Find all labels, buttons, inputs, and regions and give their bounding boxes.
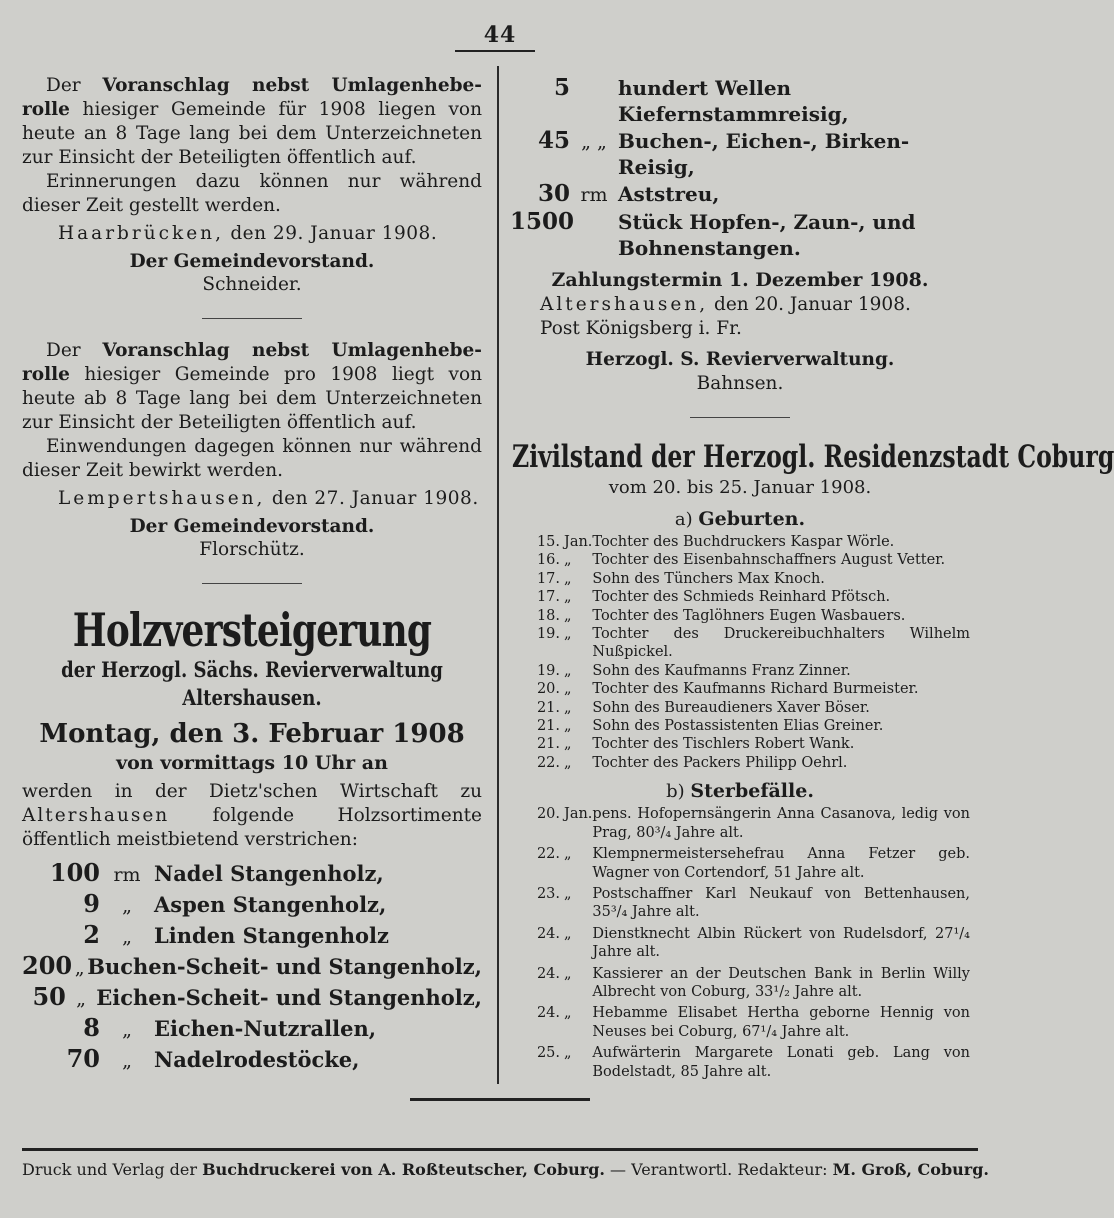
register-entry bbox=[510, 680, 970, 698]
entry-day: 18. bbox=[536, 607, 560, 624]
entry-month: Jan. bbox=[564, 534, 593, 550]
closing-rule bbox=[410, 1098, 590, 1101]
deaths-heading: b) Sterbefälle. bbox=[666, 780, 814, 803]
register-entry bbox=[510, 1004, 970, 1044]
entry-text: Tochter des Schmieds Reinhard Pfötsch. bbox=[592, 589, 891, 606]
entry-month: „ bbox=[564, 552, 572, 569]
civil-register-period: vom 20. bis 25. Januar 1908. bbox=[608, 477, 872, 498]
entry-day: 20. bbox=[536, 806, 560, 823]
entry-text: pens. Hofopernsängerin Anna Casanova, ledig von Prag, 80³/₄ Jahre alt. bbox=[592, 806, 970, 841]
divider bbox=[690, 417, 790, 418]
column-divider bbox=[497, 66, 499, 1084]
divider bbox=[202, 583, 302, 584]
register-entry bbox=[510, 925, 970, 965]
register-entry bbox=[510, 570, 970, 588]
lot-item: 1500 Stück Hopfen-, Zaun-, und Bohnenstangen. bbox=[510, 208, 916, 260]
lot-item: 5 hundert Wellen Kiefernstammreisig, bbox=[553, 74, 849, 126]
divider bbox=[202, 318, 302, 319]
page-number: 44 bbox=[483, 22, 517, 48]
auction-subtitle: der Herzogl. Sächs. Revierverwaltung Altershausen. bbox=[61, 657, 443, 710]
right-column bbox=[510, 74, 1114, 1084]
entry-month: „ bbox=[564, 885, 572, 902]
entry-day: 21. bbox=[536, 699, 560, 716]
entry-day: 17. bbox=[536, 589, 560, 606]
entry-day: 23. bbox=[536, 885, 560, 902]
lot-item: 30 rm Aststreu, bbox=[537, 180, 720, 207]
notice-signature: Bahnsen. bbox=[696, 373, 784, 394]
register-entry bbox=[510, 662, 970, 680]
deaths-table bbox=[510, 805, 970, 1084]
entry-day: 25. bbox=[536, 1045, 560, 1062]
notice-authority: Herzogl. S. Revierverwaltung. bbox=[585, 349, 895, 370]
register-entry bbox=[510, 625, 970, 662]
entry-day: 17. bbox=[536, 570, 560, 587]
register-entry bbox=[510, 588, 970, 606]
auction-title: Holzversteigerung bbox=[72, 603, 432, 657]
auction-date: Montag, den 3. Februar 1908 bbox=[39, 719, 465, 749]
entry-text: Tochter des Tischlers Robert Wank. bbox=[592, 736, 855, 753]
left-column bbox=[22, 74, 482, 1075]
register-entry bbox=[510, 607, 970, 625]
notice-place: Lempertshausen, den 27. Januar 1908. bbox=[58, 488, 479, 509]
entry-day: 19. bbox=[536, 662, 560, 679]
register-entry bbox=[510, 965, 970, 1005]
lot-item: 9 „ Aspen Stangenholz, bbox=[83, 889, 387, 918]
entry-month: „ bbox=[564, 846, 572, 863]
notice-keyword: Voranschlag nebst Umlagenhebe- bbox=[102, 75, 482, 96]
entry-text: Tochter des Taglöhners Eugen Wasbauers. bbox=[592, 607, 906, 624]
imprint-footer: Druck und Verlag der Buchdruckerei von A. Roßteutscher, Coburg. — Verantwortl. Redakteur: M. Groß, Coburg. bbox=[22, 1160, 989, 1179]
entry-month: „ bbox=[564, 925, 572, 942]
notice-place: Haarbrücken, den 29. Januar 1908. bbox=[58, 223, 438, 244]
lot-item: 8 „ Eichen-Nutzrallen, bbox=[83, 1013, 377, 1042]
footer-rule bbox=[22, 1148, 978, 1151]
entry-day: 16. bbox=[536, 552, 560, 569]
entry-day: 21. bbox=[536, 718, 560, 735]
entry-month: „ bbox=[564, 699, 572, 716]
lot-item: 45 „ „ Buchen-, Eichen-, Birken-Reisig, bbox=[537, 127, 910, 179]
auction-lot-list bbox=[22, 858, 482, 1075]
notice-text: Der Voranschlag nebst Umlagenhebe-rolle hiesiger Gemeinde für 1908 liegen von heute an 8 Tage lang bei dem Unterzeichneten zur Einsicht der Beteiligten öffentlich auf. bbox=[22, 75, 482, 168]
births-table bbox=[510, 533, 970, 772]
entry-text: Tochter des Kaufmanns Richard Burmeister. bbox=[592, 681, 919, 698]
lot-item: 100 rm Nadel Stangenholz, bbox=[49, 858, 384, 887]
entry-text: Klempnermeistersehefrau Anna Fetzer geb. Wagner von Cortendorf, 51 Jahre alt. bbox=[592, 846, 970, 881]
notice-text: Der Voranschlag nebst Umlagenhebe-rolle hiesiger Gemeinde pro 1908 liegt von heute ab 8 Tage lang bei dem Unterzeichneten zur Einsicht der Beteiligten öffentlich auf. bbox=[22, 340, 482, 433]
register-entry bbox=[510, 805, 970, 845]
entry-month: „ bbox=[564, 965, 572, 982]
entry-day: 20. bbox=[536, 681, 560, 698]
entry-month: „ bbox=[564, 736, 572, 753]
notice-signature: Florschütz. bbox=[199, 539, 305, 560]
entry-month: „ bbox=[564, 1045, 572, 1062]
notice-lempertshausen bbox=[22, 339, 482, 561]
lot-item: 2 „ Linden Stangenholz bbox=[83, 920, 389, 949]
lot-item: 200 „ Buchen-Scheit- und Stangenholz, bbox=[22, 951, 482, 980]
entry-text: Hebamme Elisabet Hertha geborne Hennig von Neuses bei Coburg, 67¹/₄ Jahre alt. bbox=[592, 1005, 970, 1040]
entry-text: Sohn des Tünchers Max Knoch. bbox=[592, 570, 825, 587]
entry-month: „ bbox=[564, 662, 572, 679]
notice-authority: Der Gemeindevorstand. bbox=[129, 516, 375, 537]
births-heading: a) Geburten. bbox=[674, 508, 806, 530]
entry-month: „ bbox=[564, 607, 572, 624]
entry-month: „ bbox=[564, 1005, 572, 1022]
lot-item: 50 „ Eichen-Scheit- und Stangenholz, bbox=[32, 982, 482, 1011]
entry-month: „ bbox=[564, 570, 572, 587]
entry-month: „ bbox=[564, 681, 572, 698]
entry-day: 22. bbox=[536, 846, 560, 863]
register-entry bbox=[510, 735, 970, 753]
register-entry bbox=[510, 845, 970, 885]
register-entry bbox=[510, 1044, 970, 1084]
register-entry bbox=[510, 885, 970, 925]
entry-day: 24. bbox=[536, 1005, 560, 1022]
notice-keyword: rolle bbox=[22, 99, 70, 120]
entry-text: Sohn des Kaufmanns Franz Zinner. bbox=[592, 662, 851, 679]
notice-post: Post Königsberg i. Fr. bbox=[540, 318, 742, 339]
entry-day: 24. bbox=[536, 965, 560, 982]
notice-haarbruecken bbox=[22, 74, 482, 296]
entry-day: 22. bbox=[536, 754, 560, 771]
auction-time: von vormittags 10 Uhr an bbox=[116, 752, 388, 774]
entry-month: „ bbox=[564, 589, 572, 606]
entry-day: 21. bbox=[536, 736, 560, 753]
entry-month: „ bbox=[564, 718, 572, 735]
entry-month: „ bbox=[564, 754, 572, 771]
entry-text: Tochter des Buchdruckers Kaspar Wörle. bbox=[592, 534, 895, 550]
register-entry bbox=[510, 754, 970, 772]
notice-keyword: rolle bbox=[22, 364, 70, 385]
page-number-rule bbox=[455, 50, 535, 52]
entry-text: Kassierer an der Deutschen Bank in Berlin Willy Albrecht von Coburg, 33¹/₂ Jahre alt. bbox=[592, 965, 970, 1000]
entry-day: 15. bbox=[536, 534, 560, 550]
entry-text: Tochter des Druckereibuchhalters Wilhelm Nußpickel. bbox=[592, 626, 970, 661]
entry-text: Aufwärterin Margarete Lonati geb. Lang von Bodelstadt, 85 Jahre alt. bbox=[592, 1045, 970, 1080]
civil-register-title: Zivilstand der Herzogl. Residenzstadt Coburg bbox=[512, 439, 1114, 475]
notice-place: Altershausen, den 20. Januar 1908. bbox=[540, 294, 911, 315]
entry-text: Sohn des Bureaudieners Xaver Böser. bbox=[592, 699, 870, 716]
entry-text: Tochter des Eisenbahnschaffners August Vetter. bbox=[592, 552, 946, 569]
register-entry bbox=[510, 717, 970, 735]
register-entry bbox=[510, 551, 970, 569]
auction-notice bbox=[22, 604, 482, 1075]
entry-month: „ bbox=[564, 626, 572, 643]
entry-month: Jan. bbox=[564, 806, 593, 823]
auction-lot-list-continued bbox=[510, 74, 970, 261]
notice-authority: Der Gemeindevorstand. bbox=[129, 251, 375, 272]
notice-text-2: Erinnerungen dazu können nur während dieser Zeit gestellt werden. bbox=[22, 171, 482, 216]
entry-day: 19. bbox=[536, 626, 560, 643]
entry-text: Tochter des Packers Philipp Oehrl. bbox=[592, 754, 848, 771]
register-entry bbox=[510, 533, 970, 551]
entry-day: 24. bbox=[536, 925, 560, 942]
entry-text: Dienstknecht Albin Rückert von Rudelsdorf, 27¹/₄ Jahre alt. bbox=[592, 925, 970, 961]
notice-text-2: Einwendungen dagegen können nur während dieser Zeit bewirkt werden. bbox=[22, 436, 482, 481]
register-entry bbox=[510, 699, 970, 717]
notice-signature: Schneider. bbox=[202, 274, 302, 295]
entry-text: Sohn des Postassistenten Elias Greiner. bbox=[592, 718, 884, 735]
lot-item: 70 „ Nadelrodestöcke, bbox=[66, 1044, 360, 1073]
notice-keyword: Voranschlag nebst Umlagenhebe- bbox=[102, 340, 482, 361]
payment-terms: Zahlungstermin 1. Dezember 1908. bbox=[551, 269, 929, 291]
auction-intro: werden in der Dietz'schen Wirtschaft zu Altershausen folgende Holzsortimente öffentlich meistbietend verstrichen: bbox=[22, 781, 482, 850]
entry-text: Postschaffner Karl Neukauf von Bettenhausen, 35³/₄ Jahre alt. bbox=[592, 885, 970, 921]
